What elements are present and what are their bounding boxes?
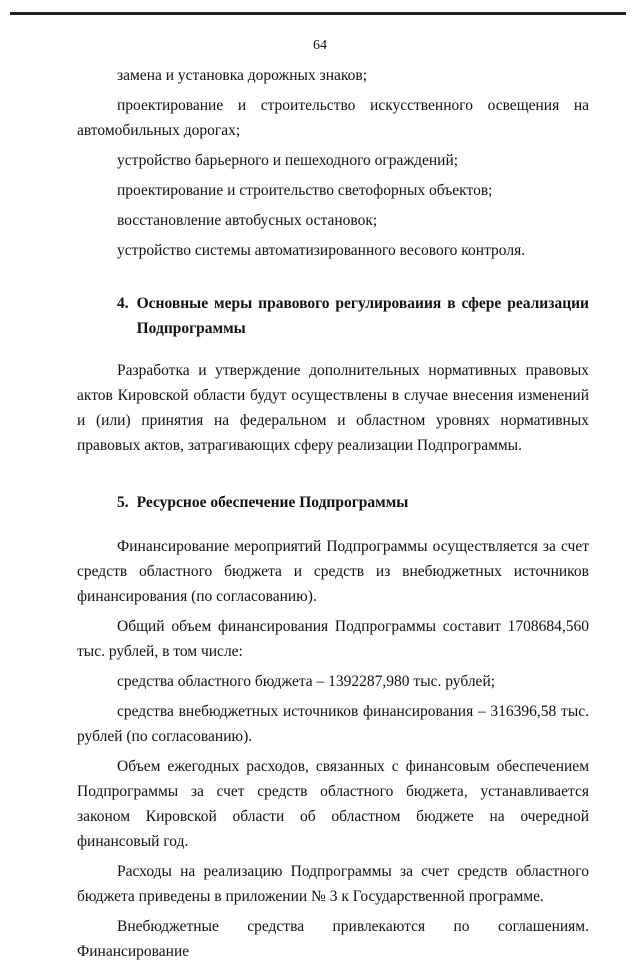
section-5-heading: [77, 490, 589, 515]
list-item-traffic-lights: проектирование и строительство светофорных объектов;: [117, 182, 493, 199]
section-5-paragraph-regional-budget: средства областного бюджета – 1392287,980 тыс. рублей;: [117, 673, 496, 690]
section-5-paragraph-annual-expenses: Объем ежегодных расходов, связанных с финансовым обеспечением Подпрограммы за счет средств областного бюджета, устанавливается законом Кировской области об областном бюджете на очередной финансовый год.: [77, 758, 589, 850]
section-5-number: 5.: [117, 494, 129, 511]
list-item-bus-stops: восстановление автобусных остановок;: [117, 212, 378, 229]
list-item-barriers: устройство барьерного и пешеходного ограждений;: [117, 152, 459, 169]
section-5-paragraph-appendix: Расходы на реализацию Подпрограммы за счет средств областного бюджета приведены в приложении № 3 к Государственной программе.: [77, 863, 589, 905]
section-4-paragraph: Разработка и утверждение дополнительных нормативных правовых актов Кировской области будут осуществлены в случае внесения изменений и (или) принятия на федеральном и областном уровнях нормативных правовых актов, затрагивающих сферу реализации Подпрограммы.: [77, 362, 589, 454]
list-item-road-signs: замена и установка дорожных знаков;: [117, 67, 368, 84]
section-4-title: Основные меры правового регулироваиия в сфере реализации Подпрограммы: [136, 295, 589, 337]
list-item-lighting: проектирование и строительство искусственного освещения на автомобильных дорогах;: [77, 97, 589, 139]
section-5-paragraph-agreements: Внебюджетные средства привлекаются по соглашениям. Финансирование: [77, 918, 589, 960]
section-5-title: Ресурсное обеспечение Подпрограммы: [136, 494, 409, 511]
section-5-paragraph-extrabudgetary: средства внебюджетных источников финансирования – 316396,58 тыс. рублей (по согласованию).: [77, 703, 589, 745]
document-body: [77, 63, 589, 969]
section-4-number: 4.: [117, 295, 129, 312]
page-number: 64: [313, 38, 327, 53]
section-5-paragraph-financing: Финансирование мероприятий Подпрограммы осуществляется за счет средств областного бюджета и средств из внебюджетных источников финансирования (по согласованию).: [77, 538, 589, 605]
section-5-paragraph-total: Общий объем финансирования Подпрограммы составит 1708684,560 тыс. рублей, в том числе:: [77, 618, 589, 660]
list-item-weight-control: устройство системы автоматизированного весового контроля.: [117, 242, 526, 259]
top-border-line: [10, 12, 626, 15]
section-4-heading: [77, 291, 589, 341]
